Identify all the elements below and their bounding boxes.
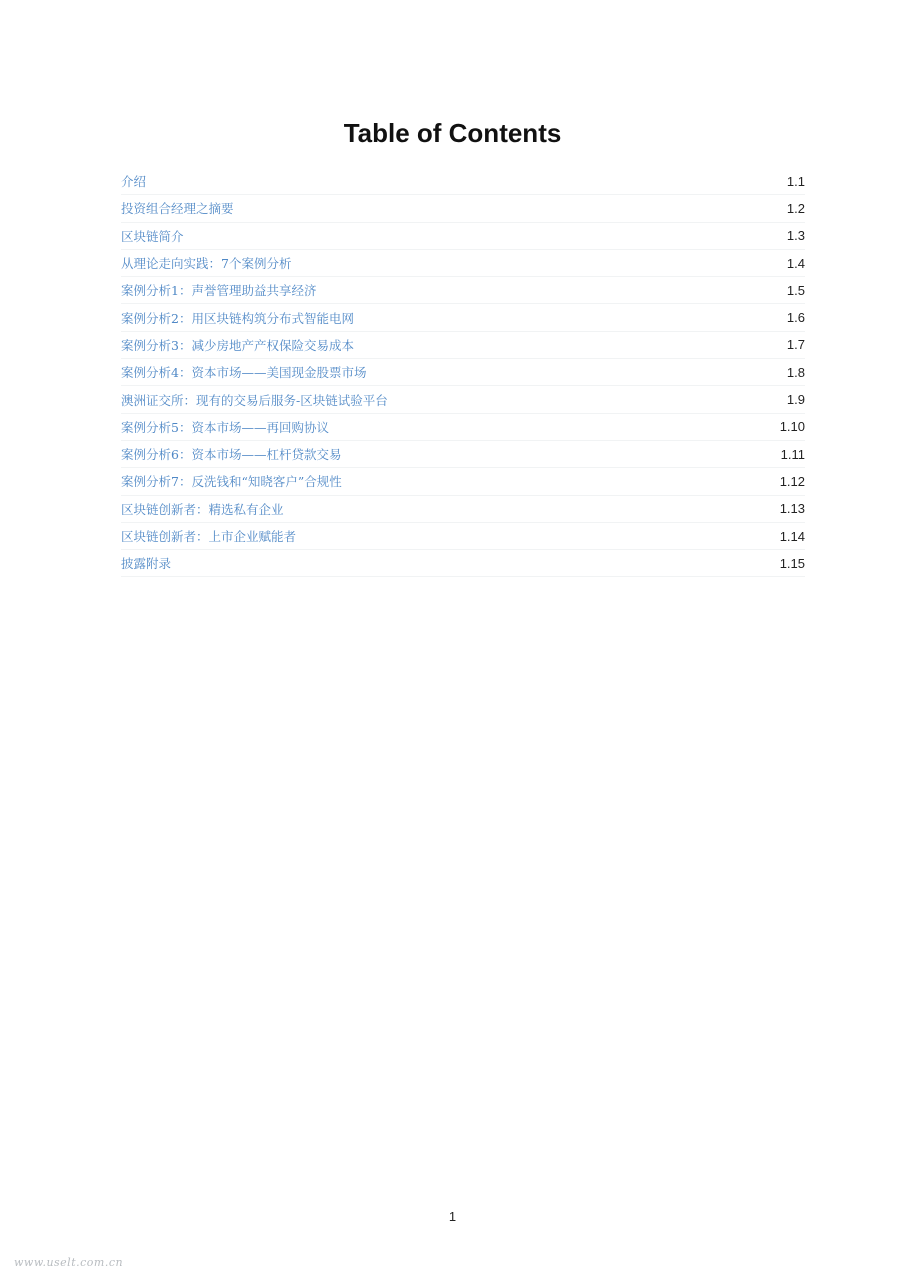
toc-entry bbox=[121, 386, 805, 413]
toc-entry bbox=[121, 523, 805, 550]
toc-entry-link[interactable]: 从理论走向实践：7个案例分析 bbox=[121, 256, 292, 272]
toc-entry bbox=[121, 250, 805, 277]
toc-entry-number: 1.4 bbox=[786, 255, 805, 271]
toc-entry bbox=[121, 359, 805, 386]
toc-entry-link[interactable]: 案例分析3：减少房地产产权保险交易成本 bbox=[121, 337, 354, 353]
toc-entry-link[interactable]: 介绍 bbox=[121, 174, 147, 190]
toc-entry-number: 1.15 bbox=[779, 555, 805, 571]
toc-entry-number: 1.1 bbox=[786, 173, 805, 189]
toc-entry bbox=[121, 414, 805, 441]
toc-entry bbox=[121, 223, 805, 250]
toc-entry-number: 1.11 bbox=[780, 446, 805, 462]
toc-entry bbox=[121, 332, 805, 359]
toc-entry-link[interactable]: 澳洲证交所：现有的交易后服务-区块链试验平台 bbox=[121, 392, 388, 408]
toc-entry-link[interactable]: 区块链创新者：精选私有企业 bbox=[121, 501, 284, 517]
toc-entry-number: 1.5 bbox=[786, 282, 805, 298]
toc-entry bbox=[121, 168, 805, 195]
toc-entry-link[interactable]: 案例分析7：反洗钱和“知晓客户”合规性 bbox=[121, 474, 342, 490]
toc-entry bbox=[121, 468, 805, 495]
toc-entry-link[interactable]: 投资组合经理之摘要 bbox=[121, 201, 234, 217]
table-of-contents bbox=[121, 168, 805, 577]
toc-entry-number: 1.8 bbox=[786, 364, 805, 380]
watermark: www.uselt.com.cn bbox=[14, 1256, 124, 1269]
page-title: Table of Contents bbox=[343, 118, 562, 148]
toc-entry-link[interactable]: 案例分析1：声誉管理助益共享经济 bbox=[121, 283, 317, 299]
toc-entry-link[interactable]: 案例分析5：资本市场——再回购协议 bbox=[121, 419, 329, 435]
page-number: 1 bbox=[448, 1209, 457, 1224]
toc-entry-number: 1.12 bbox=[779, 473, 805, 489]
toc-entry bbox=[121, 304, 805, 331]
toc-entry-link[interactable]: 区块链简介 bbox=[121, 228, 184, 244]
toc-entry bbox=[121, 550, 805, 577]
toc-entry bbox=[121, 441, 805, 468]
toc-entry-link[interactable]: 案例分析4：资本市场——美国现金股票市场 bbox=[121, 365, 367, 381]
toc-entry-link[interactable]: 案例分析6：资本市场——杠杆贷款交易 bbox=[121, 447, 342, 463]
toc-entry bbox=[121, 496, 805, 523]
toc-entry-number: 1.3 bbox=[786, 228, 805, 244]
toc-entry-number: 1.7 bbox=[786, 337, 805, 353]
toc-entry bbox=[121, 277, 805, 304]
toc-entry-number: 1.13 bbox=[779, 501, 805, 517]
toc-entry-number: 1.2 bbox=[786, 200, 805, 216]
toc-entry-link[interactable]: 案例分析2：用区块链构筑分布式智能电网 bbox=[121, 310, 354, 326]
toc-entry bbox=[121, 195, 805, 222]
toc-entry-link[interactable]: 披露附录 bbox=[121, 556, 172, 572]
toc-entry-number: 1.10 bbox=[779, 419, 805, 435]
toc-entry-link[interactable]: 区块链创新者：上市企业赋能者 bbox=[121, 529, 297, 544]
toc-entry-number: 1.9 bbox=[786, 392, 805, 408]
toc-entry-number: 1.14 bbox=[779, 528, 805, 544]
toc-entry-number: 1.6 bbox=[786, 310, 805, 326]
